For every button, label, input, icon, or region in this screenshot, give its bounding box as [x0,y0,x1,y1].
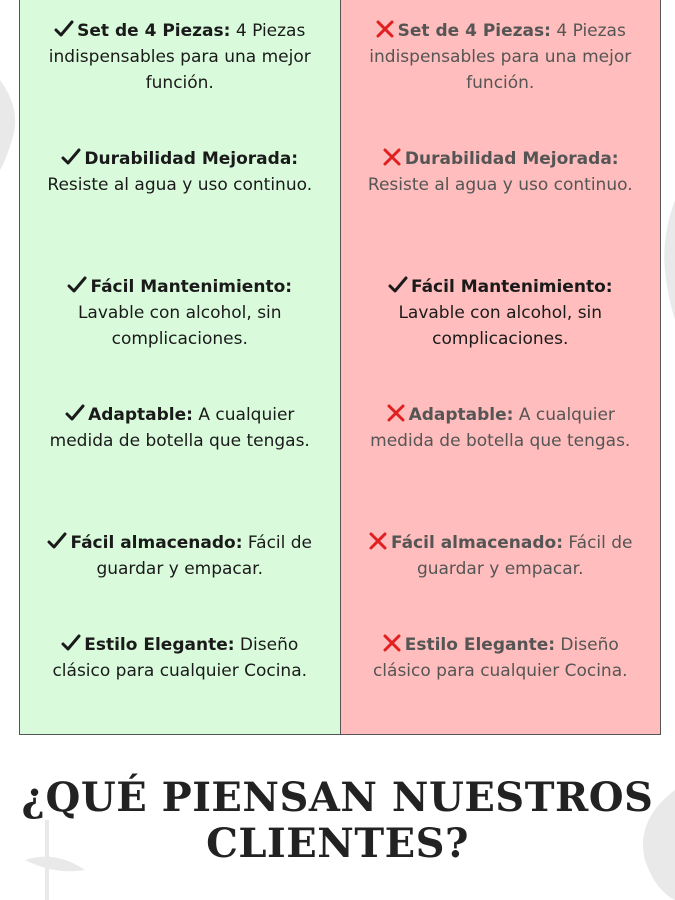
item-title: Fácil almacenado: [70,533,243,553]
check-icon [54,21,77,41]
check-icon [47,533,70,553]
check-icon [388,277,411,297]
cross-icon [382,635,405,655]
con-item [341,146,661,198]
item-description: A cualquier medida de botella que tengas. [49,405,310,451]
item-title: Estilo Elegante: [84,635,235,655]
pro-item [20,18,340,96]
pro-item [20,530,340,582]
con-item [341,18,661,96]
item-description: Resiste al agua y uso continuo. [367,175,633,195]
item-description: Fácil de guardar y empacar. [416,533,633,579]
check-icon [65,405,88,425]
cross-icon [382,149,405,169]
pros-column [20,0,341,734]
cons-column [341,0,661,734]
item-description: Lavable con alcohol, sin complicaciones. [77,303,282,349]
item-description: 4 Piezas indispensables para una mejor función. [48,21,311,93]
item-title: Set de 4 Piezas: [397,21,551,41]
pro-item [20,402,340,454]
item-title: Estilo Elegante: [404,635,556,655]
item-title: Fácil Mantenimiento: [410,277,613,297]
pro-item [20,274,340,352]
item-description: 4 Piezas indispensables para una mejor función. [369,21,632,93]
pro-item [20,146,340,198]
item-description: Resiste al agua y uso continuo. [47,175,313,195]
item-title: Adaptable: [88,405,193,425]
pro-item [20,632,340,684]
item-description: Diseño clásico para cualquier Cocina. [372,635,628,681]
cross-icon [375,21,398,41]
section-heading: ¿QUÉ PIENSAN NUESTROS CLIENTES? [21,774,654,867]
decorative-leaf-right [660,200,675,320]
cross-icon [368,533,391,553]
item-description: Lavable con alcohol, sin complicaciones. [398,303,603,349]
item-description: A cualquier medida de botella que tengas. [370,405,631,451]
con-item [341,402,661,454]
con-item [341,530,661,582]
check-icon [61,635,84,655]
con-item [341,274,661,352]
item-title: Fácil Mantenimiento: [90,277,293,297]
check-icon [67,277,90,297]
item-title: Durabilidad Mejorada: [84,149,299,169]
item-title: Set de 4 Piezas: [77,21,231,41]
check-icon [61,149,84,169]
item-description: Diseño clásico para cualquier Cocina. [52,635,308,681]
item-title: Durabilidad Mejorada: [404,149,619,169]
comparison-table [19,0,661,735]
item-title: Adaptable: [408,405,514,425]
cross-icon [386,405,409,425]
item-description: Fácil de guardar y empacar. [96,533,313,579]
con-item [341,632,661,684]
item-title: Fácil almacenado: [390,533,564,553]
